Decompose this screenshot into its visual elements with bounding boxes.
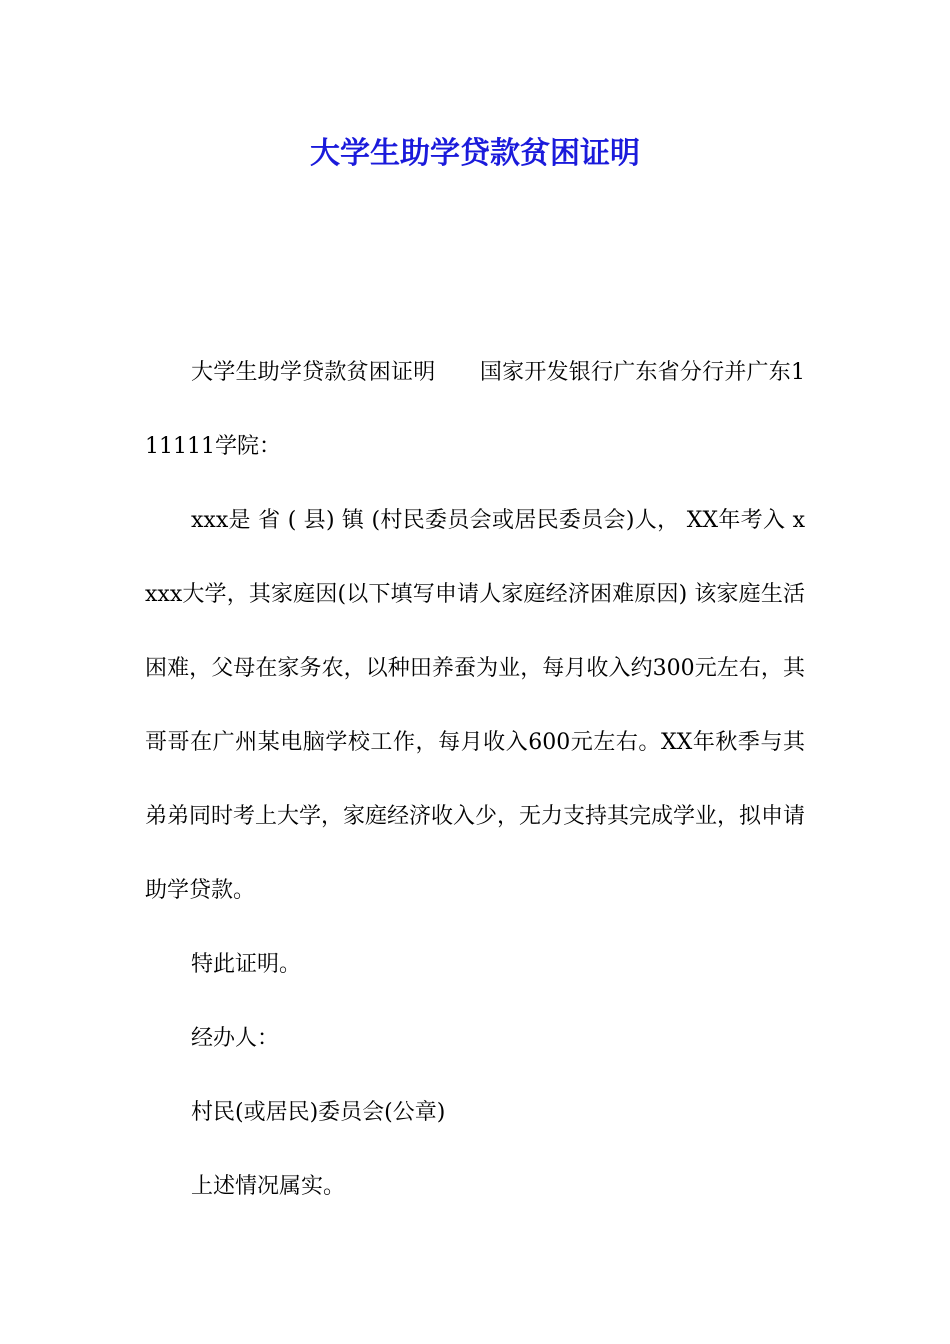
paragraph-addressee: 大学生助学贷款贫困证明 国家开发银行广东省分行并广东111111学院： [145,360,805,459]
document-title: 大学生助学贷款贫困证明 [310,136,640,171]
paragraph-handler: 经办人： [191,1026,280,1051]
paragraph-statement: xxx是 省 ( 县) 镇 (村民委员会或居民委员会)人， XX年考入 xxxx大学，其家庭因(以下填写申请人家庭经济困难原因) 该家庭生活困难，父母在家务农，以种田养蚕为业，每月收入约300元左右，其哥哥在广州某电脑学校工作，每月收入600元左右。XX年秋季与其弟弟同时考上大学，家庭经济收入少，无力支持其完成学业，拟申请助学贷款。 [145,508,806,903]
paragraph-certify: 特此证明。 [191,952,302,977]
paragraph-confirmation: 上述情况属实。 [191,1174,346,1199]
paragraph-committee-seal: 村民(或居民)委员会(公章) [191,1100,446,1125]
document-body [145,336,805,1224]
